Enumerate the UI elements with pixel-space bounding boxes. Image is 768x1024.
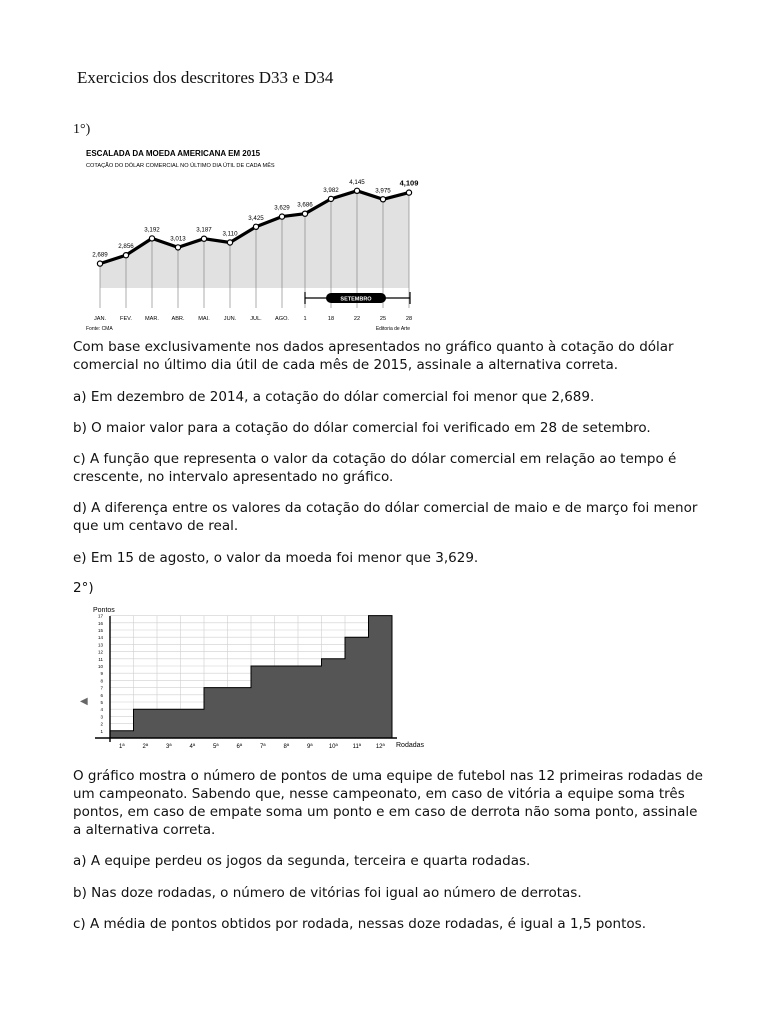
chart2-xtick-label: 4ª <box>189 744 196 750</box>
chart1-value-label: 3,187 <box>196 226 212 234</box>
chart1-value-label: 3,686 <box>297 201 313 209</box>
chart1-category-label: 18 <box>327 316 335 322</box>
chart1-category-label: AGO. <box>275 316 289 322</box>
chart1-value-label: 3,629 <box>274 204 290 212</box>
chart2-ytick-label: 8 <box>100 678 103 684</box>
chart1-category-label: 1 <box>303 316 307 322</box>
chart1-category-label: JUL. <box>250 316 262 322</box>
chart1-data-point <box>328 196 333 201</box>
chart2-ytick-label: 4 <box>100 707 103 713</box>
chart1-category-label: JUN. <box>223 316 237 322</box>
chart1-value-label: 3,192 <box>144 226 160 234</box>
points-step-chart <box>75 602 431 754</box>
chart1-category-label: FEV. <box>120 316 132 322</box>
chart1-data-point <box>149 236 154 241</box>
chart1-data-point <box>175 245 180 250</box>
chart1-category-label: 22 <box>353 316 361 322</box>
september-label: SETEMBRO <box>340 296 372 303</box>
chart1-value-label: 2,856 <box>118 243 134 251</box>
chart2-ytick-label: 12 <box>97 649 103 655</box>
chart2-xtick-label: 3ª <box>166 744 172 750</box>
chart2-ytick-label: 3 <box>100 714 103 720</box>
chart2-ytick-label: 17 <box>97 613 103 619</box>
question-1-intro: Com base exclusivamente nos dados apresentados no gráfico quanto à cotação do dólar comercial no último dia útil de cada mês de 2015, assinale a alternativa correta. <box>73 339 674 373</box>
chart1-value-label: 3,013 <box>170 235 186 243</box>
chart1-data-point <box>123 253 128 258</box>
chart1-data-point <box>97 261 102 266</box>
chart2-xtick-label: 11ª <box>352 744 362 750</box>
chart1-data-point <box>227 240 232 245</box>
question-2-option-c: c) A média de pontos obtidos por rodada, nessas doze rodadas, é igual a 1,5 pontos. <box>73 916 646 932</box>
question-1-option-d: d) A diferença entre os valores da cotação do dólar comercial de maio e de março foi menor que um centavo de real. <box>73 500 698 534</box>
chart2-ytick-label: 15 <box>97 628 103 633</box>
chart2-xlabel: Rodadas <box>396 742 425 749</box>
question-2-option-a: a) A equipe perdeu os jogos da segunda, terceira e quarta rodadas. <box>73 853 531 869</box>
chart2-xtick-label: 2ª <box>142 744 149 750</box>
chart2-ytick-label: 16 <box>97 620 103 626</box>
chart2-ytick-label: 14 <box>97 635 103 641</box>
chart2-ylabel: Pontos <box>93 607 115 614</box>
chart2-xtick-label: 10ª <box>328 744 338 750</box>
chart2-xtick-labels-group <box>119 743 386 750</box>
chart1-source: Fonte: CMA <box>86 326 113 332</box>
document-title: Exercicios dos descritores D33 e D34 <box>77 68 334 87</box>
chart2-xtick-label: 6ª <box>236 744 243 750</box>
chart1-value-label: 3,110 <box>222 230 238 238</box>
question-2-option-b: b) Nas doze rodadas, o número de vitórias foi igual ao número de derrotas. <box>73 885 582 901</box>
chart1-value-label: 3,982 <box>323 186 339 194</box>
chart2-ytick-labels-group <box>98 614 104 734</box>
chart2-ytick-label: 13 <box>97 642 103 648</box>
chart1-category-label: 25 <box>379 316 387 322</box>
chart1-value-label: 3,975 <box>375 187 391 195</box>
chart1-data-point <box>201 236 206 241</box>
chart2-ytick-label: 2 <box>100 721 103 727</box>
chart2-xtick-label: 1ª <box>119 744 125 750</box>
chart2-ytick-label: 5 <box>100 700 103 705</box>
question-1-number: 1°) <box>73 122 91 137</box>
chart1-category-label: MAR. <box>145 316 159 322</box>
chart2-xtick-label: 8ª <box>283 744 290 750</box>
chart2-ytick-label: 6 <box>100 692 103 698</box>
question-1-option-e: e) Em 15 de agosto, o valor da moeda foi menor que 3,629. <box>73 550 479 566</box>
chart1-data-point <box>253 224 258 229</box>
chart1-subtitle: COTAÇÃO DO DÓLAR COMERCIAL NO ÚLTIMO DIA ÚTIL DE CADA MÊS <box>86 163 275 169</box>
question-1-option-c: c) A função que representa o valor da cotação do dólar comercial em relação ao tempo é crescente, no intervalo apresentado no gráfico. <box>73 451 677 485</box>
question-2-number: 2°) <box>73 580 94 596</box>
question-2-intro: O gráfico mostra o número de pontos de uma equipe de futebol nas 12 primeiras rodadas de um campeonato. Sabendo que, nesse campeonato, em caso de vitória a equipe soma três pontos, em caso de empate soma um ponto e em caso de derrota não soma ponto, assinale a alternativa correta. <box>73 768 703 838</box>
chart1-credit: Editoria de Arte <box>375 326 410 332</box>
chart2-xtick-label: 12ª <box>375 744 385 750</box>
chart1-category-label: MAI. <box>198 316 210 322</box>
chart2-ytick-label: 7 <box>100 685 103 691</box>
chart2-ytick-label: 10 <box>97 664 103 669</box>
chart1-category-label: 28 <box>405 316 413 322</box>
chart1-data-point <box>279 214 284 219</box>
chart2-xtick-label: 7ª <box>260 744 266 750</box>
question-1-option-a: a) Em dezembro de 2014, a cotação do dólar comercial foi menor que 2,689. <box>73 389 595 405</box>
dollar-rate-line-chart <box>80 140 419 336</box>
chart2-ytick-label: 11 <box>98 656 103 662</box>
chart1-title: ESCALADA DA MOEDA AMERICANA EM 2015 <box>86 149 261 158</box>
chart2-ytick-label: 1 <box>100 728 103 734</box>
chart2-xtick-label: 5ª <box>213 744 219 750</box>
chart1-category-label: JAN. <box>93 316 107 322</box>
chart1-data-point <box>302 211 307 216</box>
chart2-ytick-label: 9 <box>100 671 103 677</box>
chart1-value-label: 4,109 <box>399 178 419 188</box>
chart1-data-point <box>380 197 385 202</box>
chart1-value-label: 3,425 <box>248 214 264 222</box>
chart2-xtick-label: 9ª <box>307 744 313 750</box>
left-arrow-icon: ◀ <box>80 696 88 707</box>
chart1-value-label: 2,689 <box>92 251 108 259</box>
chart1-category-label: ABR. <box>171 316 185 322</box>
chart1-data-point <box>406 190 411 195</box>
chart1-value-label: 4,145 <box>349 178 365 186</box>
question-1-option-b: b) O maior valor para a cotação do dólar comercial foi verificado em 28 de setembro. <box>73 420 651 436</box>
chart1-data-point <box>354 188 359 193</box>
